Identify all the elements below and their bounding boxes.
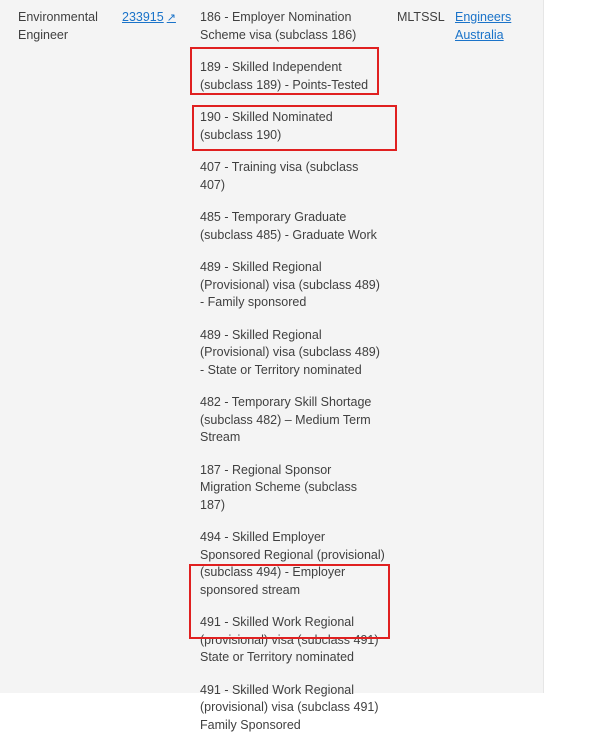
visa-item: 407 - Training visa (subclass 407) [200,160,359,192]
visa-item: 190 - Skilled Nominated (subclass 190) [200,110,333,142]
anzsco-code-link[interactable] [122,10,176,24]
visa-item: 482 - Temporary Skill Shortage (subclass 482) – Medium Term Stream [200,395,372,444]
visa-item: 489 - Skilled Regional (Provisional) visa (subclass 489) - Family sponsored [200,260,380,309]
visa-item: 187 - Regional Sponsor Migration Scheme (subclass 187) [200,462,358,512]
visa-item: 485 - Temporary Graduate (subclass 485) - Graduate Work [200,210,377,242]
visa-item: 491 - Skilled Work Regional (provisional) visa (subclass 491) State or Territory nominated [200,615,379,664]
anzsco-code-cell [122,9,176,28]
visa-item: 491 - Skilled Work Regional (provisional) visa (subclass 491) Family Sponsored [200,682,379,732]
assessing-authority-cell [455,9,525,44]
visa-list [200,9,385,749]
visa-item: 494 - Skilled Employer Sponsored Regional (provisional) (subclass 494) - Employer sponsored stream [200,530,385,597]
visa-item: 186 - Employer Nomination Scheme visa (subclass 186) [200,10,357,42]
skill-list-cell: MLTSSL [397,10,445,24]
occupation-name: Environmental Engineer [18,10,98,42]
external-link-icon: ↗ [166,12,176,24]
anzsco-code-text[interactable]: 233915 [122,10,164,24]
visa-item: 189 - Skilled Independent (subclass 189) - Points-Tested [200,60,369,92]
visa-item: 489 - Skilled Regional (Provisional) visa (subclass 489) - State or Territory nominated [200,327,380,377]
assessing-authority-link[interactable]: Engineers Australia [455,10,512,42]
